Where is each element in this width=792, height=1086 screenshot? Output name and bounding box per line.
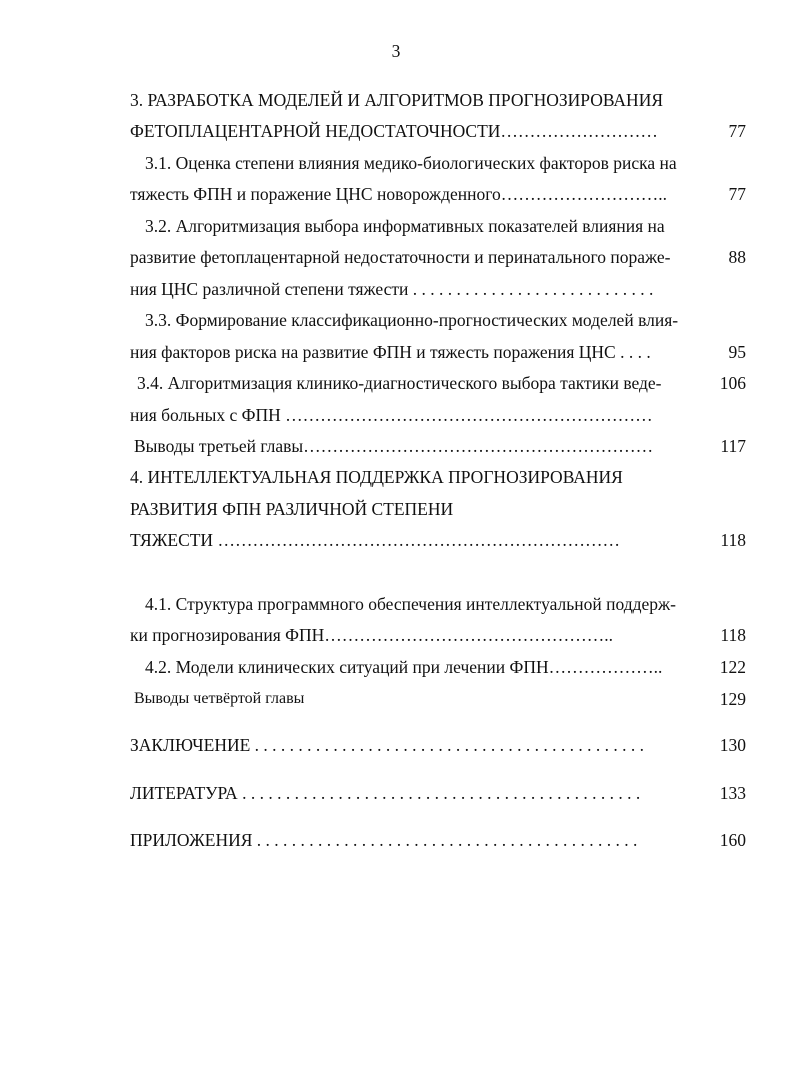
page-number: 3 [391,41,401,61]
section-3-2-line1: 3.2. Алгоритмизация выбора информативных показателей влияния на [145,216,665,236]
section-3-1-line1: 3.1. Оценка степени влияния медико-биологических факторов риска на [145,153,677,173]
chapter3-title-line1: 3. РАЗРАБОТКА МОДЕЛЕЙ И АЛГОРИТМОВ ПРОГНОЗИРОВАНИЯ [130,90,664,110]
section-3-3-line1: 3.3. Формирование классификационно-прогностических моделей влия- [145,310,679,330]
conclusion-entry: ЗАКЛЮЧЕНИЕ . . . . . . . . . . . . . . . . . . . . . . . . . . . . . . . . . . . . . . . . . . . . . [130,735,645,755]
chapter3-conclusions: Выводы третьей главы…………………………………………………… [134,436,654,456]
section-3-4-page: 106 [719,373,746,393]
chapter4-title-line2: РАЗВИТИЯ ФПН РАЗЛИЧНОЙ СТЕПЕНИ [130,499,454,519]
section-4-2-line1: 4.2. Модели клинических ситуаций при лечении ФПН……………….. [145,657,663,677]
chapter4-conclusions: Выводы четвёртой главы [134,690,305,707]
section-3-2-line3: ния ЦНС различной степени тяжести . . . . . . . . . . . . . . . . . . . . . . . . . . . . [130,279,654,299]
section-4-2-page: 122 [719,657,746,677]
conclusion-page: 130 [719,735,746,755]
chapter3-title-line2: ФЕТОПЛАЦЕНТАРНОЙ НЕДОСТАТОЧНОСТИ……………………… [130,121,658,141]
chapter4-title-line1: 4. ИНТЕЛЛЕКТУАЛЬНАЯ ПОДДЕРЖКА ПРОГНОЗИРОВАНИЯ [130,467,623,487]
section-3-2-line2: развитие фетоплацентарной недостаточности и перинатального пораже- [130,247,671,267]
section-3-1-line2: тяжесть ФПН и поражение ЦНС новорожденного……………………….. [130,184,668,204]
literature-page: 133 [719,783,746,803]
literature-entry: ЛИТЕРАТУРА . . . . . . . . . . . . . . . . . . . . . . . . . . . . . . . . . . . . . . . . . . . . . . [130,783,641,803]
section-3-3-line2: ния факторов риска на развитие ФПН и тяжесть поражения ЦНС . . . . [130,342,651,362]
chapter3-page: 77 [728,121,746,141]
appendices-page: 160 [719,830,746,850]
chapter4-title-line3: ТЯЖЕСТИ …………………………………………………………… [130,530,620,550]
chapter4-page: 118 [720,530,746,550]
section-4-1-line1: 4.1. Структура программного обеспечения интеллектуальной поддерж- [145,594,676,614]
section-4-1-line2: ки прогнозирования ФПН………………………………………….. [130,625,613,645]
section-4-1-page: 118 [720,625,746,645]
appendices-entry: ПРИЛОЖЕНИЯ . . . . . . . . . . . . . . . . . . . . . . . . . . . . . . . . . . . . . . . . . . . . [130,830,638,850]
section-3-1-page: 77 [728,184,746,204]
chapter4-conclusions-page: 129 [719,689,746,709]
section-3-2-page: 88 [728,247,746,267]
chapter3-conclusions-page: 117 [720,436,746,456]
section-3-3-page: 95 [728,342,746,362]
section-3-4-line1: 3.4. Алгоритмизация клинико-диагностического выбора тактики веде- [137,373,662,393]
section-3-4-line2: ния больных с ФПН ……………………………………………………… [130,405,653,425]
